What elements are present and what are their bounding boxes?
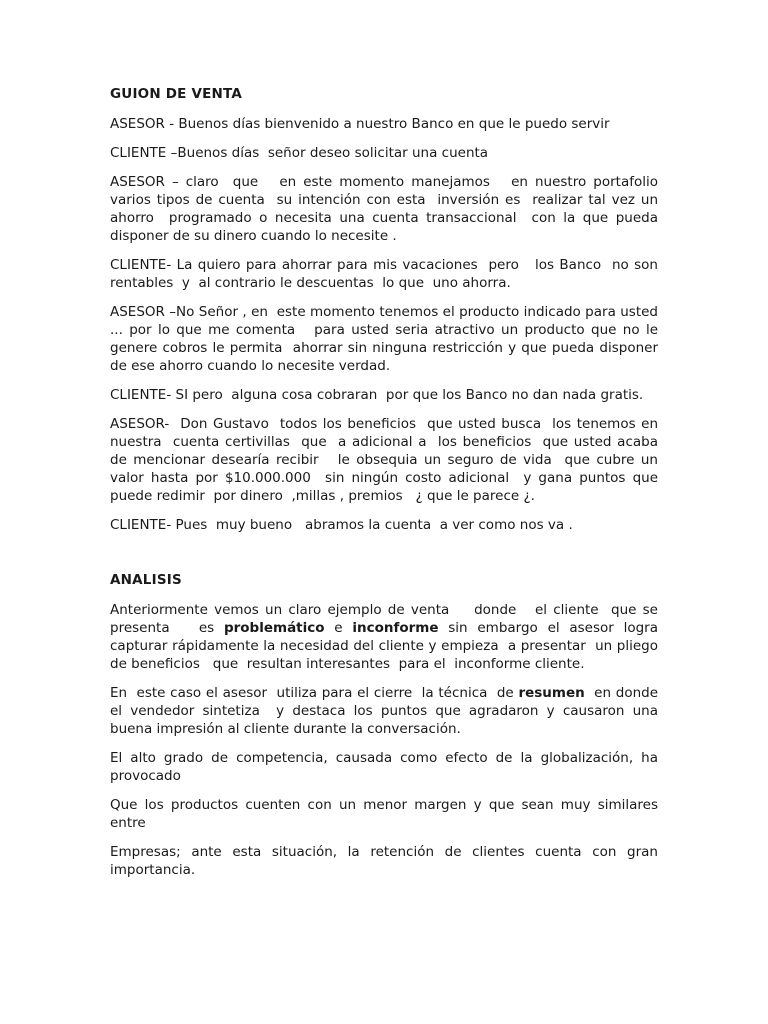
analysis-paragraph-3: El alto grado de competencia, causada como efecto de la globalización, ha provocado [110,750,663,784]
dialogue-line: ASESOR –No Señor , en este momento tenemos el producto indicado para usted ... por lo que me comenta para usted seria atractivo un producto que no le genere cobros le permita ahorrar sin ninguna restricción y que pueda disponer de ese ahorro cuando lo necesite verdad. [110,304,671,374]
dialogue-line: CLIENTE –Buenos días señor deseo solicitar una cuenta [110,145,489,161]
dialogue-line: ASESOR - Buenos días bienvenido a nuestro Banco en que le puedo servir [110,116,610,132]
analysis-text: En este caso el asesor utiliza para el cierre la técnica de [110,685,519,701]
dialogue-line: CLIENTE- Pues muy bueno abramos la cuenta a ver como nos va . [110,517,573,533]
emphasis-text: resumen [518,685,585,701]
document-page [110,85,671,890]
analysis-text: Anteriormente vemos un claro ejemplo de venta donde el cliente que se presenta es [110,602,663,636]
analysis-text: sin embargo el asesor logra capturar rápidamente la necesidad del cliente y empieza a presentar un pliego de beneficios que resultan interesantes para el inconforme cliente. [110,620,663,672]
analysis-text: en donde el vendedor sintetiza y destaca los puntos que agradaron y causaron una buena impresión al cliente durante la conversación. [110,685,663,737]
section-spacer [110,545,658,571]
analysis-paragraph-5: Empresas; ante esta situación, la retención de clientes cuenta con gran importancia. [110,844,663,878]
analysis-paragraph-2 [110,684,663,738]
analysis-text: e [324,620,353,636]
dialogue-line: CLIENTE- SI pero alguna cosa cobraran por que los Banco no dan nada gratis. [110,387,644,403]
script-heading: GUION DE VENTA [110,86,243,102]
emphasis-text: problemático [223,620,325,636]
analysis-heading: ANALISIS [110,572,182,588]
emphasis-text: inconforme [352,620,439,636]
analysis-paragraph-1 [110,601,663,673]
dialogue-line: ASESOR- Don Gustavo todos los beneficios que usted busca los tenemos en nuestra cuenta certivillas que a adicional a los beneficios que usted acaba de mencionar desearía recibir le obsequia un seguro de vida que cubre un valor hasta por $10.000.000 sin ningún costo adicional y gana puntos que puede redimir por dinero ,millas , premios ¿ que le parece ¿. [110,416,667,504]
analysis-paragraph-4: Que los productos cuenten con un menor margen y que sean muy similares entre [110,797,663,831]
dialogue-line: CLIENTE- La quiero para ahorrar para mis vacaciones pero los Banco no son rentables y al contrario le descuentas lo que uno ahorra. [110,257,663,291]
dialogue-line: ASESOR – claro que en este momento manejamos en nuestro portafolio varios tipos de cuenta su intención con esta inversión es realizar tal vez un ahorro programado o necesita una cuenta transaccional con la que pueda disponer de su dinero cuando lo necesite . [110,174,663,244]
